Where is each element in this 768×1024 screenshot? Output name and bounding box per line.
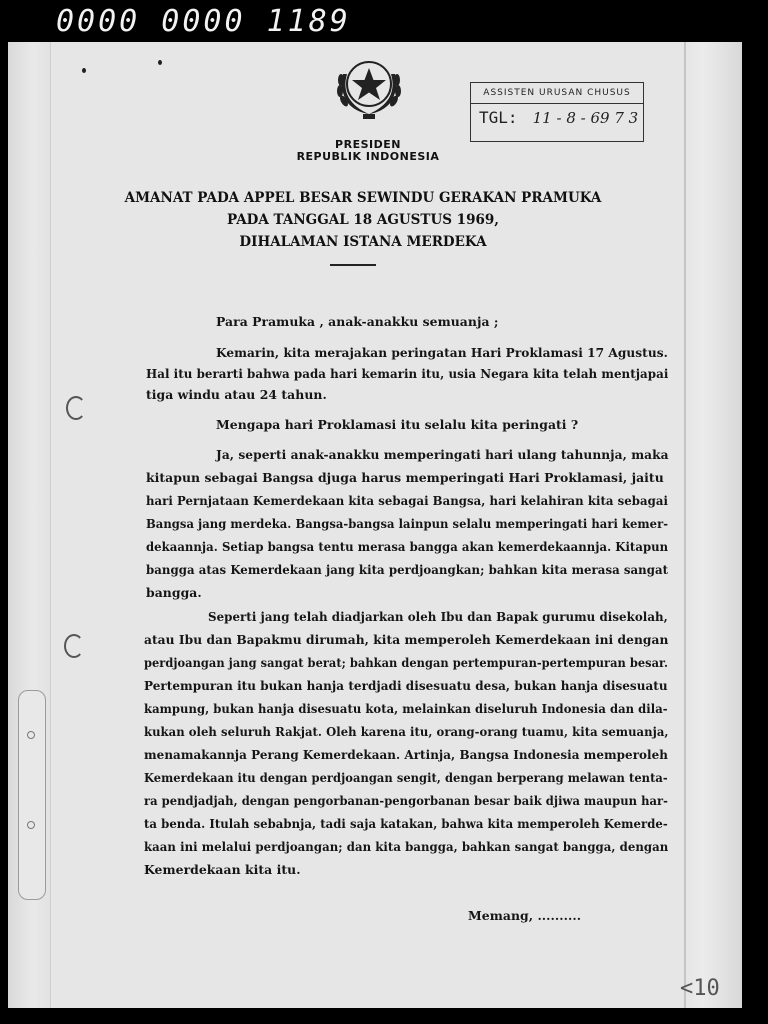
body-line: hari Pernjataan Kemerdekaan kita sebagai Bangsa, hari kelahiran kita sebagai [146,493,668,508]
film-frame-number: 0000 0000 1189 [56,4,351,39]
ink-speck [158,60,162,65]
title-line-1: AMANAT PADA APPEL BESAR SEWINDU GERAKAN PRAMUKA [124,190,602,206]
body-line: dekaannja. Setiap bangsa tentu merasa bangga akan kemerdekaannja. Kitapun [146,539,669,554]
body-line: Kemarin, kita merajakan peringatan Hari Proklamasi 17 Agustus. [216,345,668,360]
title-divider [330,264,376,266]
document-page [8,42,742,1008]
body-line: bangga atas Kemerdekaan jang kita perdjoangkan; bahkan kita merasa sangat [146,562,669,577]
body-line: Ja, seperti anak-anakku memperingati hari ulang tahunnja, maka [216,447,669,462]
stamp-office-label: ASSISTEN URUSAN CHUSUS [471,83,643,104]
body-line: perdjoangan jang sangat berat; bahkan dengan pertempuran-pertempuran besar. [144,655,669,670]
stamp-date-value: 11 - 8 - 69 7 3 [532,109,639,127]
title-line-3: DIHALAMAN ISTANA MERDEKA [239,234,487,250]
binder-hole [27,821,35,829]
body-line: Kemerdekaan kita itu. [144,862,301,877]
body-line: Mengapa hari Proklamasi itu selalu kita peringati ? [216,417,579,432]
header-presiden: PRESIDEN [335,138,401,151]
page-right-edge [684,42,742,1008]
body-line: Seperti jang telah diadjarkan oleh Ibu dan Bapak gurumu disekolah, [208,609,668,624]
office-stamp [470,82,644,142]
header-republik-indonesia: REPUBLIK INDONESIA [296,150,440,163]
ink-speck [82,68,86,73]
body-line: atau Ibu dan Bapakmu dirumah, kita memperoleh Kemerdekaan ini dengan [144,632,669,647]
body-line: kitapun sebagai Bangsa djuga harus memperingati Hari Proklamasi, jaitu [146,470,664,485]
punch-hole-mark [64,634,84,658]
body-line: tiga windu atau 24 tahun. [146,387,327,402]
punch-hole-mark [66,396,86,420]
stamp-date-row [471,104,643,127]
body-line: ta benda. Itulah sebabnja, tadi saja katakan, bahwa kita memperoleh Kemerde- [144,816,668,831]
body-line: ra pendjadjah, dengan pengorbanan-pengorbanan besar baik djiwa maupun har- [144,793,668,808]
stamp-date-label: TGL: [479,108,518,127]
body-line: kaan ini melalui perdjoangan; dan kita bangga, bahkan sangat bangga, dengan [144,839,669,854]
continuation-catchword: Memang, .......... [468,908,582,923]
body-line: Pertempuran itu bukan hanja terdjadi disesuatu desa, bukan hanja disesuatu [144,678,668,693]
title-line-2: PADA TANGGAL 18 AGUSTUS 1969, [227,212,499,228]
archive-corner-mark: <10 [680,976,720,1001]
body-line: kampung, bukan hanja disesuatu kota, melainkan diseluruh Indonesia dan dila- [144,701,668,716]
presidential-emblem-icon [325,44,413,132]
body-line: Hal itu berarti bahwa pada hari kemarin itu, usia Negara kita telah mentjapai [146,366,669,381]
binder-strip [18,690,46,900]
binder-hole [27,731,35,739]
salutation: Para Pramuka , anak-anakku semuanja ; [216,314,499,329]
body-line: menamakannja Perang Kemerdekaan. Artinja, Bangsa Indonesia memperoleh [144,747,668,762]
body-line: Bangsa jang merdeka. Bangsa-bangsa lainpun selalu memperingati hari kemer- [146,516,669,531]
body-line: bangga. [146,585,202,600]
body-line: Kemerdekaan itu dengan perdjoangan sengit, dengan berperang melawan tenta- [144,770,668,785]
body-line: kukan oleh seluruh Rakjat. Oleh karena itu, orang-orang tuamu, kita semuanja, [144,724,669,739]
